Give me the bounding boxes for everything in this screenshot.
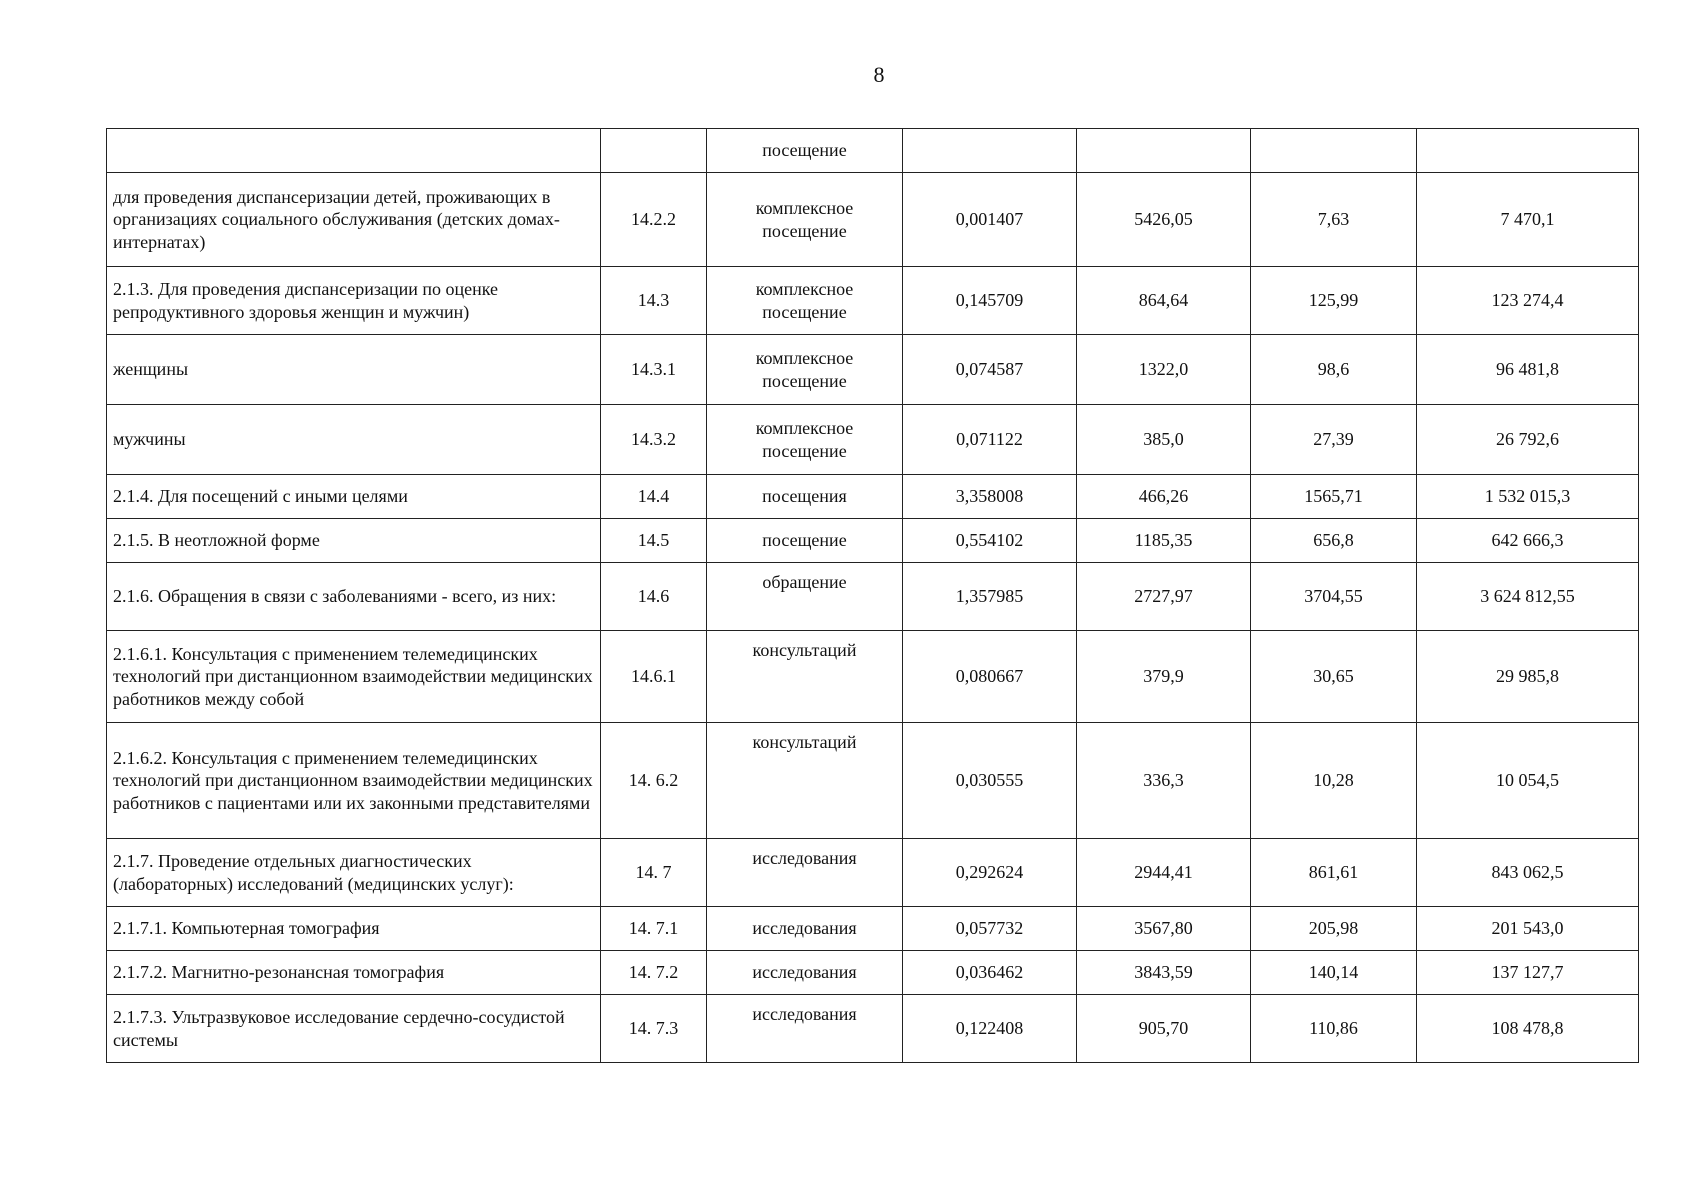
row-code-cell: 14.3.2 [601, 405, 707, 475]
row-cost-cell: 385,0 [1077, 405, 1251, 475]
row-total-cell: 3 624 812,55 [1417, 563, 1639, 631]
row-norm-cell [903, 129, 1077, 173]
row-name-cell: 2.1.6.2. Консультация с применением телемедицинских технологий при дистанционном взаимодействии медицинских работников с пациентами или их законными представителями [107, 723, 601, 839]
row-code-cell: 14.3 [601, 267, 707, 335]
row-code-cell: 14. 6.2 [601, 723, 707, 839]
row-total-cell: 7 470,1 [1417, 173, 1639, 267]
table-row [107, 839, 1639, 907]
row-cost-cell: 3843,59 [1077, 951, 1251, 995]
row-cost-cell: 2727,97 [1077, 563, 1251, 631]
row-norm-cell: 0,001407 [903, 173, 1077, 267]
row-unit-cell: исследования [707, 907, 903, 951]
row-cost-cell: 2944,41 [1077, 839, 1251, 907]
row-unit-cell: консультаций [707, 723, 903, 839]
row-code-cell: 14.6.1 [601, 631, 707, 723]
row-cost-cell: 379,9 [1077, 631, 1251, 723]
row-name-cell: 2.1.4. Для посещений с иными целями [107, 475, 601, 519]
row-total-cell: 642 666,3 [1417, 519, 1639, 563]
row-norm-cell: 0,030555 [903, 723, 1077, 839]
row-name-cell: для проведения диспансеризации детей, проживающих в организациях социального обслуживания (детских домах-интернатах) [107, 173, 601, 267]
row-code-cell: 14. 7 [601, 839, 707, 907]
page-number: 8 [873, 62, 885, 87]
row-per-capita-cell: 861,61 [1251, 839, 1417, 907]
row-norm-cell: 0,080667 [903, 631, 1077, 723]
row-cost-cell: 1185,35 [1077, 519, 1251, 563]
row-total-cell: 96 481,8 [1417, 335, 1639, 405]
row-norm-cell: 0,036462 [903, 951, 1077, 995]
table-row [107, 129, 1639, 173]
row-unit-cell: комплексное посещение [707, 405, 903, 475]
row-cost-cell: 5426,05 [1077, 173, 1251, 267]
row-norm-cell: 0,074587 [903, 335, 1077, 405]
row-unit-cell: обращение [707, 563, 903, 631]
table-row [107, 723, 1639, 839]
row-code-cell: 14.5 [601, 519, 707, 563]
row-per-capita-cell: 30,65 [1251, 631, 1417, 723]
row-total-cell: 108 478,8 [1417, 995, 1639, 1063]
row-per-capita-cell: 205,98 [1251, 907, 1417, 951]
row-unit-cell: посещение [707, 129, 903, 173]
row-name-cell: 2.1.7.3. Ультразвуковое исследование сердечно-сосудистой системы [107, 995, 601, 1063]
row-norm-cell: 0,554102 [903, 519, 1077, 563]
row-cost-cell: 466,26 [1077, 475, 1251, 519]
row-name-cell [107, 129, 601, 173]
table-row [107, 631, 1639, 723]
row-name-cell: 2.1.5. В неотложной форме [107, 519, 601, 563]
row-total-cell: 26 792,6 [1417, 405, 1639, 475]
row-norm-cell: 0,145709 [903, 267, 1077, 335]
row-name-cell: мужчины [107, 405, 601, 475]
table-row [107, 267, 1639, 335]
row-code-cell: 14.2.2 [601, 173, 707, 267]
row-norm-cell: 0,292624 [903, 839, 1077, 907]
row-norm-cell: 3,358008 [903, 475, 1077, 519]
table-row [107, 475, 1639, 519]
table-row [107, 907, 1639, 951]
row-unit-cell: исследования [707, 995, 903, 1063]
row-unit-cell: комплексное посещение [707, 267, 903, 335]
table-row [107, 995, 1639, 1063]
row-total-cell: 10 054,5 [1417, 723, 1639, 839]
row-name-cell: 2.1.7.1. Компьютерная томография [107, 907, 601, 951]
row-code-cell: 14. 7.2 [601, 951, 707, 995]
row-unit-cell: посещение [707, 519, 903, 563]
table-row [107, 335, 1639, 405]
row-name-cell: 2.1.6. Обращения в связи с заболеваниями - всего, из них: [107, 563, 601, 631]
row-per-capita-cell: 110,86 [1251, 995, 1417, 1063]
row-unit-cell: комплексное посещение [707, 335, 903, 405]
table-body [107, 129, 1639, 1063]
row-name-cell: 2.1.3. Для проведения диспансеризации по оценке репродуктивного здоровья женщин и мужчин) [107, 267, 601, 335]
table-row [107, 173, 1639, 267]
row-unit-cell: консультаций [707, 631, 903, 723]
row-name-cell: 2.1.6.1. Консультация с применением телемедицинских технологий при дистанционном взаимодействии медицинских работников между собой [107, 631, 601, 723]
row-per-capita-cell: 7,63 [1251, 173, 1417, 267]
table-row [107, 519, 1639, 563]
row-name-cell: 2.1.7.2. Магнитно-резонансная томография [107, 951, 601, 995]
row-total-cell: 29 985,8 [1417, 631, 1639, 723]
row-per-capita-cell: 140,14 [1251, 951, 1417, 995]
row-norm-cell: 0,122408 [903, 995, 1077, 1063]
row-total-cell: 123 274,4 [1417, 267, 1639, 335]
row-total-cell: 201 543,0 [1417, 907, 1639, 951]
row-total-cell: 1 532 015,3 [1417, 475, 1639, 519]
row-cost-cell: 336,3 [1077, 723, 1251, 839]
row-code-cell: 14.3.1 [601, 335, 707, 405]
data-table-container [106, 128, 1638, 1063]
row-code-cell: 14.6 [601, 563, 707, 631]
row-per-capita-cell: 125,99 [1251, 267, 1417, 335]
row-per-capita-cell: 27,39 [1251, 405, 1417, 475]
row-norm-cell: 0,057732 [903, 907, 1077, 951]
row-cost-cell: 905,70 [1077, 995, 1251, 1063]
table-row [107, 405, 1639, 475]
row-per-capita-cell [1251, 129, 1417, 173]
row-per-capita-cell: 3704,55 [1251, 563, 1417, 631]
row-code-cell: 14.4 [601, 475, 707, 519]
data-table [106, 128, 1639, 1063]
row-cost-cell: 3567,80 [1077, 907, 1251, 951]
table-row [107, 951, 1639, 995]
row-per-capita-cell: 10,28 [1251, 723, 1417, 839]
row-code-cell: 14. 7.1 [601, 907, 707, 951]
row-per-capita-cell: 1565,71 [1251, 475, 1417, 519]
row-name-cell: женщины [107, 335, 601, 405]
row-unit-cell: исследования [707, 951, 903, 995]
row-unit-cell: комплексное посещение [707, 173, 903, 267]
row-total-cell: 137 127,7 [1417, 951, 1639, 995]
table-row [107, 563, 1639, 631]
row-code-cell: 14. 7.3 [601, 995, 707, 1063]
row-cost-cell: 1322,0 [1077, 335, 1251, 405]
row-total-cell: 843 062,5 [1417, 839, 1639, 907]
row-total-cell [1417, 129, 1639, 173]
row-unit-cell: посещения [707, 475, 903, 519]
row-per-capita-cell: 98,6 [1251, 335, 1417, 405]
row-code-cell [601, 129, 707, 173]
row-norm-cell: 0,071122 [903, 405, 1077, 475]
row-cost-cell: 864,64 [1077, 267, 1251, 335]
row-unit-cell: исследования [707, 839, 903, 907]
row-per-capita-cell: 656,8 [1251, 519, 1417, 563]
row-cost-cell [1077, 129, 1251, 173]
row-name-cell: 2.1.7. Проведение отдельных диагностических (лабораторных) исследований (медицинских услуг): [107, 839, 601, 907]
row-norm-cell: 1,357985 [903, 563, 1077, 631]
